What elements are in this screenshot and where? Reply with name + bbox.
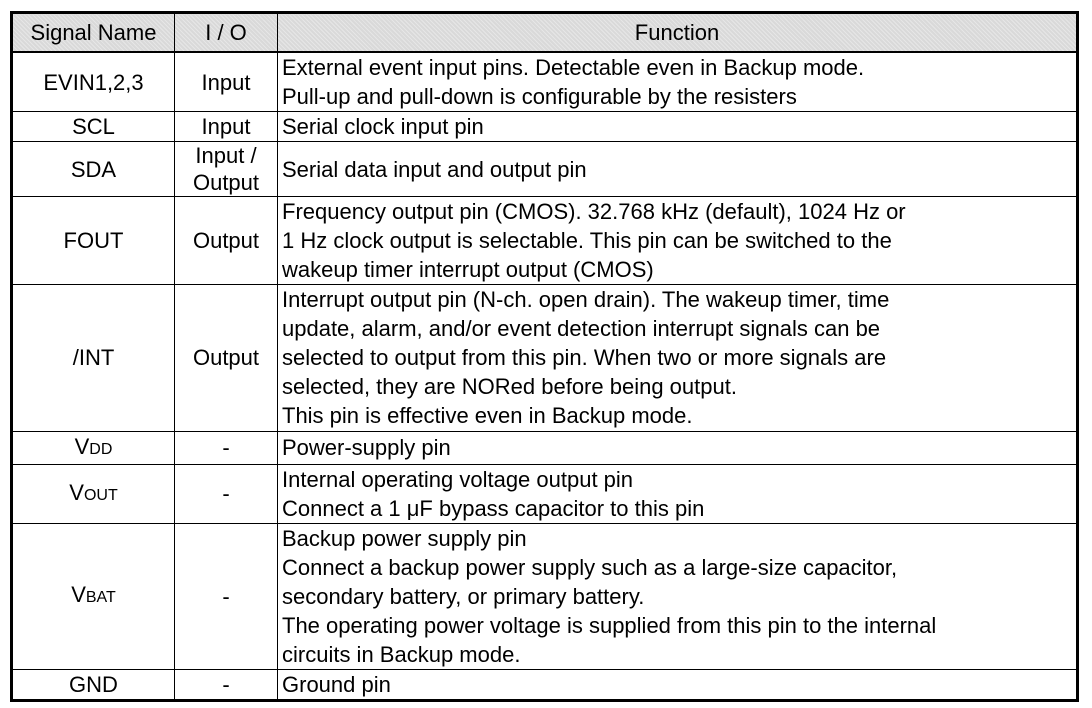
io-cell <box>175 197 278 285</box>
io-value: Output <box>192 170 260 196</box>
function-text-line: Serial clock input pin <box>282 114 484 140</box>
signal-name: FOUT <box>63 228 124 254</box>
function-text-line: This pin is effective even in Backup mode. <box>282 403 693 429</box>
io-value: Output <box>192 345 260 371</box>
function-cell <box>278 112 1078 142</box>
io-cell <box>175 669 278 700</box>
function-cell <box>278 464 1078 523</box>
function-text-line: Connect a 1 μF bypass capacitor to this pin <box>282 495 705 521</box>
signal-name-subscript: OUT <box>83 486 118 504</box>
io-value: Output <box>192 228 260 254</box>
function-text-line: selected to output from this pin. When two or more signals are <box>282 345 887 371</box>
function-text-line: Power-supply pin <box>282 435 451 461</box>
signal-name-cell <box>12 431 175 464</box>
header-io: I / O <box>175 13 278 53</box>
io-cell <box>175 112 278 142</box>
io-cell <box>175 285 278 431</box>
signal-name-subscript: DD <box>89 440 113 458</box>
table-row <box>12 431 1078 464</box>
signal-name: V <box>74 433 90 459</box>
io-cell <box>175 142 278 197</box>
function-text-line: secondary battery, or primary battery. <box>282 583 645 609</box>
io-cell <box>175 431 278 464</box>
function-text-line: External event input pins. Detectable even in Backup mode. <box>282 55 865 81</box>
function-text-line: Pull-up and pull-down is configurable by the resisters <box>282 84 797 110</box>
function-text-line: update, alarm, and/or event detection interrupt signals can be <box>282 316 881 342</box>
function-cell <box>278 669 1078 700</box>
table-row <box>12 669 1078 700</box>
signal-name: SCL <box>72 114 115 140</box>
function-text-line: circuits in Backup mode. <box>282 641 521 667</box>
io-value: Input <box>201 114 251 140</box>
signal-name-cell <box>12 285 175 431</box>
function-text-line: Serial data input and output pin <box>282 156 587 182</box>
signal-name: SDA <box>70 156 117 182</box>
pin-function-table <box>10 11 1079 702</box>
function-text-line: wakeup timer interrupt output (CMOS) <box>282 257 654 283</box>
table-row <box>12 142 1078 197</box>
function-text-line: Backup power supply pin <box>282 525 527 551</box>
table-header-row <box>12 13 1078 53</box>
signal-name-cell <box>12 464 175 523</box>
signal-name-cell <box>12 52 175 112</box>
io-value: Input / <box>195 143 257 169</box>
signal-name: GND <box>69 671 118 697</box>
function-text-line: Ground pin <box>282 671 391 697</box>
table-row <box>12 112 1078 142</box>
function-cell <box>278 197 1078 285</box>
function-cell <box>278 52 1078 112</box>
signal-name: /INT <box>72 345 115 371</box>
io-cell <box>175 523 278 669</box>
signal-name: EVIN1,2,3 <box>43 69 144 95</box>
function-text-line: Frequency output pin (CMOS). 32.768 kHz (default), 1024 Hz or <box>282 199 906 225</box>
table-row <box>12 464 1078 523</box>
io-cell <box>175 52 278 112</box>
io-value: - <box>222 435 230 461</box>
table-row <box>12 197 1078 285</box>
signal-name-cell <box>12 197 175 285</box>
table-row <box>12 285 1078 431</box>
signal-name-cell <box>12 523 175 669</box>
io-value: - <box>222 671 230 697</box>
function-text-line: selected, they are NORed before being output. <box>282 374 737 400</box>
header-function: Function <box>278 13 1078 53</box>
signal-name: V <box>69 479 84 505</box>
function-cell <box>278 285 1078 431</box>
signal-name-cell <box>12 142 175 197</box>
signal-name-cell <box>12 669 175 700</box>
io-value: - <box>222 583 230 609</box>
signal-name-subscript: BAT <box>85 589 116 607</box>
io-value: Input <box>201 69 251 95</box>
function-cell <box>278 142 1078 197</box>
table-row <box>12 52 1078 112</box>
function-text-line: Internal operating voltage output pin <box>282 466 634 492</box>
io-cell <box>175 464 278 523</box>
signal-name-cell <box>12 112 175 142</box>
header-signal-name: Signal Name <box>12 13 175 53</box>
signal-name: V <box>71 582 86 608</box>
function-text-line: Interrupt output pin (N-ch. open drain). The wakeup timer, time <box>282 287 890 313</box>
function-text-line: The operating power voltage is supplied from this pin to the internal <box>282 612 937 638</box>
function-cell <box>278 523 1078 669</box>
function-text-line: Connect a backup power supply such as a large-size capacitor, <box>282 554 898 580</box>
io-value: - <box>222 481 230 507</box>
function-text-line: 1 Hz clock output is selectable. This pin can be switched to the <box>282 228 892 254</box>
function-cell <box>278 431 1078 464</box>
table-row <box>12 523 1078 669</box>
